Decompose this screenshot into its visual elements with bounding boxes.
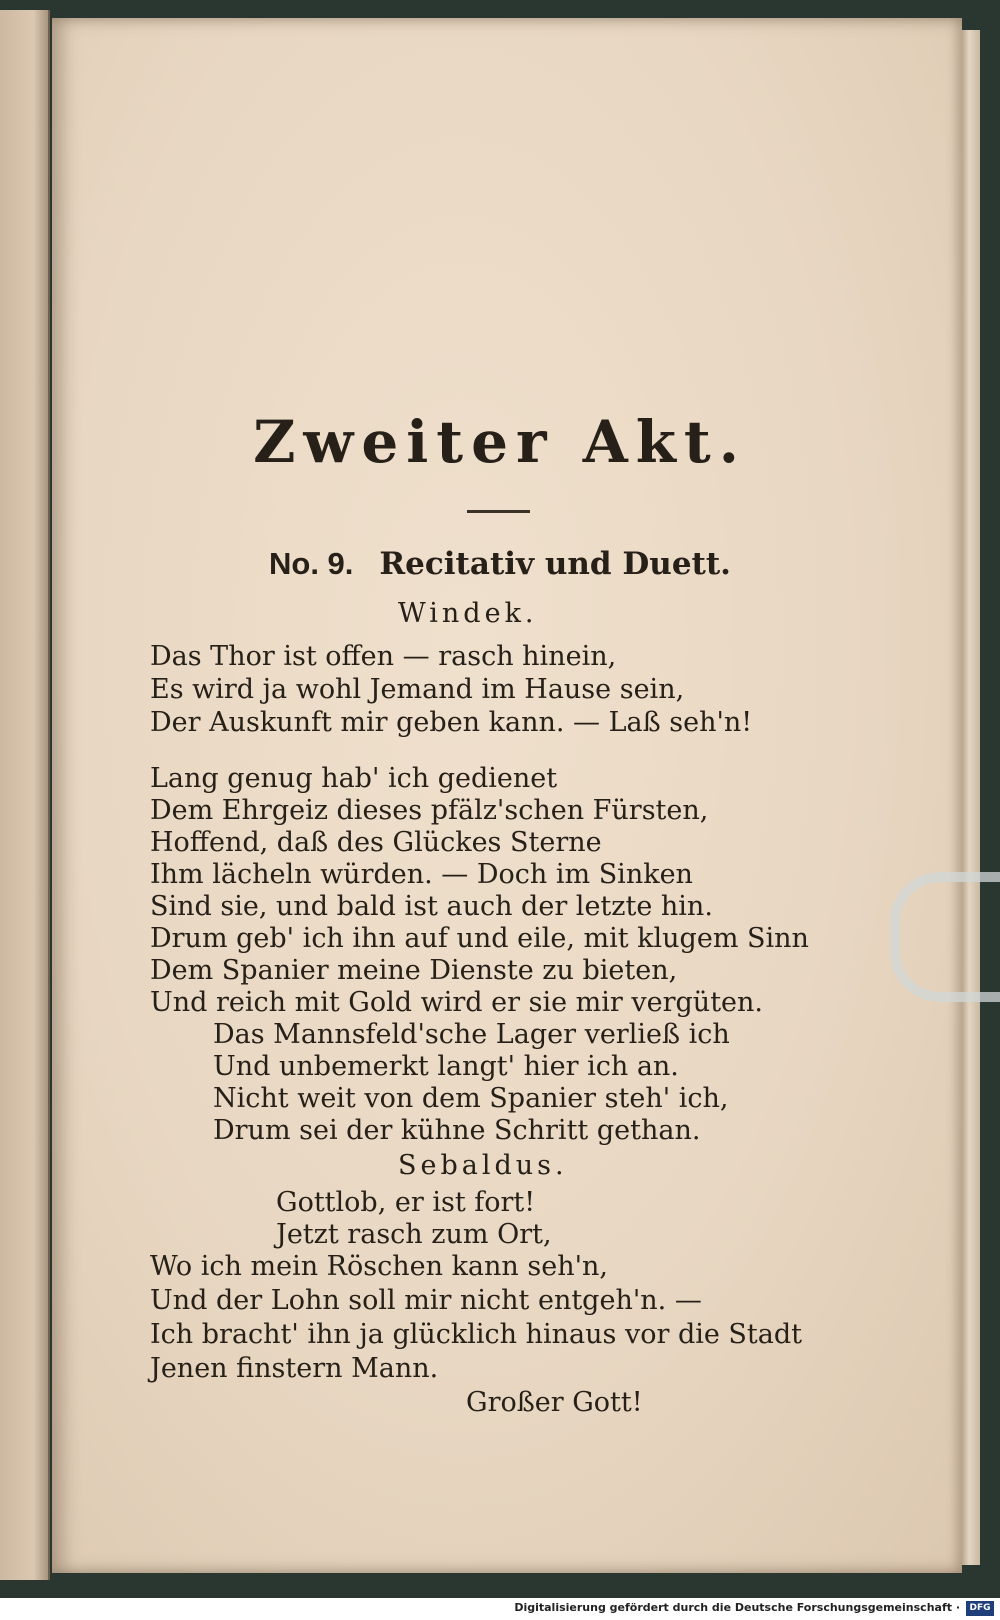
verse-line: Gottlob, er ist fort! <box>276 1187 536 1218</box>
page-clip <box>890 872 1000 1002</box>
verse-line: Jetzt rasch zum Ort, <box>276 1219 552 1250</box>
facing-page-edge <box>0 10 50 1580</box>
verse-line: Es wird ja wohl Jemand im Hause sein, <box>150 674 685 705</box>
verse-line: Nicht weit von dem Spanier steh' ich, <box>213 1083 729 1114</box>
footer-credit: Digitalisierung gefördert durch die Deutsche Forschungsgemeinschaft · <box>514 1601 960 1614</box>
verse-line: Der Auskunft mir geben kann. — Laß seh'n! <box>150 707 753 738</box>
verse-line: Lang genug hab' ich gedienet <box>150 763 558 794</box>
title-divider <box>467 510 530 513</box>
verse-line: Drum sei der kühne Schritt gethan. <box>213 1115 701 1146</box>
speaker-windek: Windek. <box>398 598 538 629</box>
verse-line: Großer Gott! <box>466 1387 643 1418</box>
verse-line: Wo ich mein Röschen kann seh'n, <box>150 1251 609 1282</box>
verse-line: Das Mannsfeld'sche Lager verließ ich <box>213 1019 730 1050</box>
verse-line: Das Thor ist offen — rasch hinein, <box>150 641 617 672</box>
verse-line: Und der Lohn soll mir nicht entgeh'n. — <box>150 1285 702 1316</box>
verse-line: Drum geb' ich ihn auf und eile, mit klugem Sinn <box>150 923 809 954</box>
verse-line: Ich bracht' ihn ja glücklich hinaus vor die Stadt <box>150 1319 803 1350</box>
number-label: No. 9. <box>269 546 354 581</box>
verse-line: Und reich mit Gold wird er sie mir vergüten. <box>150 987 763 1018</box>
page-stack-edge <box>962 30 980 1565</box>
speaker-sebaldus: Sebaldus. <box>398 1150 568 1181</box>
footer-bar <box>0 1598 1000 1620</box>
number-title: Recitativ und Duett. <box>379 546 731 582</box>
verse-line: Dem Ehrgeiz dieses pfälz'schen Fürsten, <box>150 795 709 826</box>
verse-line: Jenen finstern Mann. <box>150 1353 439 1384</box>
number-heading <box>0 546 1000 582</box>
verse-line: Hoffend, daß des Glückes Sterne <box>150 827 602 858</box>
act-title: Zweiter Akt. <box>253 408 747 476</box>
verse-line: Ihm lächeln würden. — Doch im Sinken <box>150 859 693 890</box>
verse-line: Sind sie, und bald ist auch der letzte hin. <box>150 891 713 922</box>
verse-line: Dem Spanier meine Dienste zu bieten, <box>150 955 678 986</box>
verse-line: Und unbemerkt langt' hier ich an. <box>213 1051 679 1082</box>
dfg-logo-icon: DFG <box>966 1601 994 1616</box>
